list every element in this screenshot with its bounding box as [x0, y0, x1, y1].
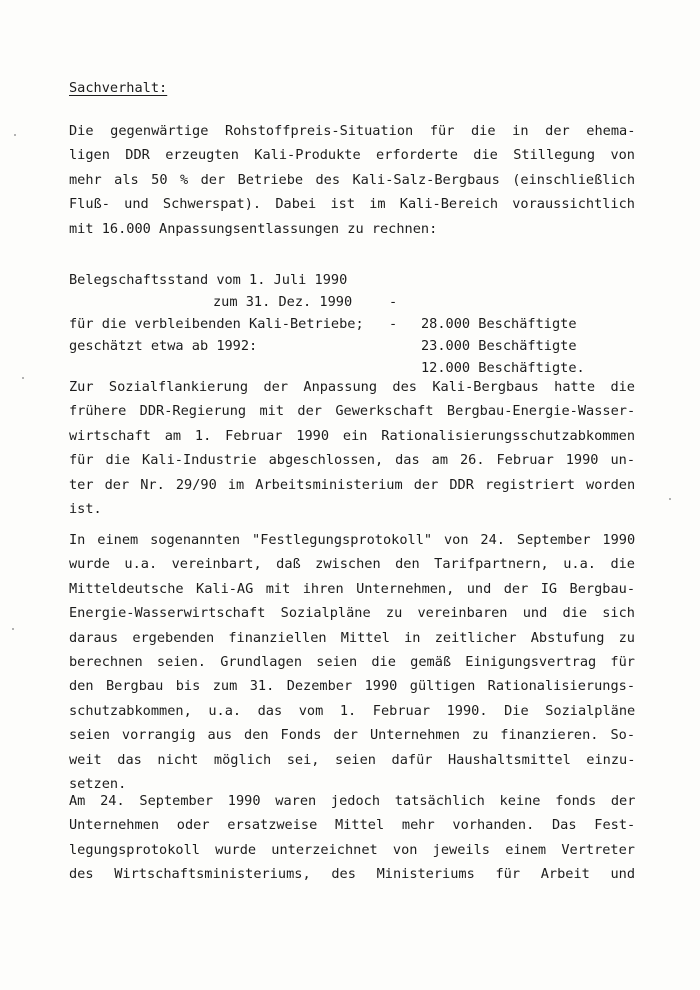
scan-speck: [14, 134, 16, 136]
text-line: frühere DDR-Regierung mit der Gewerkschaft Bergbau-Energie-Wasser-: [69, 403, 636, 420]
text-line: Die gegenwärtige Rohstoffpreis-Situation für die in der ehema-: [69, 123, 636, 139]
text-line: wurde u.a. vereinbart, daß zwischen den Tarifpartnern, u.a. die: [69, 556, 635, 573]
text-line: ist.: [69, 501, 102, 518]
scan-speck: [22, 377, 24, 379]
row-dash: -: [389, 294, 398, 310]
text-line: mehr als 50 % der Betriebe des Kali-Salz-Bergbaus (einschließlich: [69, 171, 635, 188]
text-line: setzen.: [69, 776, 127, 793]
row-label: Belegschaftsstand vom 1. Juli 1990: [69, 272, 348, 288]
paragraph-protocol: [69, 528, 635, 796]
paragraph-social-flanking: [69, 375, 635, 521]
text-line: wirtschaft am 1. Februar 1990 ein Rationalisierungsschutzabkommen: [69, 427, 635, 444]
text-line: des Wirtschaftsministeriums, des Ministeriums für Arbeit und: [69, 866, 636, 883]
row-value: 28.000 Beschäftigte: [421, 316, 577, 332]
text-line: den Bergbau bis zum 31. Dezember 1990 gültigen Rationalisierungs-: [69, 678, 635, 695]
text-line: Mitteldeutsche Kali-AG mit ihren Unternehmen, und der IG Bergbau-: [69, 580, 635, 597]
text-line: ligen DDR erzeugten Kali-Produkte erforderte die Stillegung von: [69, 147, 635, 164]
scan-speck: [669, 498, 671, 500]
text-line: Fluß- und Schwerspat). Dabei ist im Kali-Bereich voraussichtlich: [69, 196, 635, 213]
text-line: ter der Nr. 29/90 im Arbeitsministerium der DDR registriert worden: [69, 476, 636, 493]
section-heading: Sachverhalt:: [69, 80, 168, 96]
workforce-table: [69, 247, 635, 376]
text-line: seien vorrangig aus den Fonds der Unternehmen zu finanzieren. So-: [69, 727, 635, 744]
row-dash: -: [389, 316, 398, 332]
text-line: Zur Sozialflankierung der Anpassung des Kali-Bergbaus hatte die: [69, 379, 635, 395]
text-line: Am 24. September 1990 waren jedoch tatsächlich keine fonds der: [69, 793, 636, 809]
row-label: geschätzt etwa ab 1992:: [69, 338, 258, 354]
text-line: In einem sogenannten "Festlegungsprotokoll" von 24. September 1990: [69, 532, 636, 548]
text-line: daraus ergebenden finanziellen Mittel in zeitlicher Abstufung zu: [69, 629, 635, 646]
text-line: Energie-Wasserwirtschaft Sozialpläne zu vereinbaren und die sich: [69, 605, 635, 622]
text-line: legungsprotokoll wurde unterzeichnet von jeweils einem Vertreter: [69, 841, 635, 858]
text-line: berechnen seien. Grundlagen seien die gemäß Einigungsvertrag für: [69, 654, 635, 671]
paragraph-situation: [69, 119, 635, 241]
paragraph-funds: [69, 789, 635, 887]
row-label: zum 31. Dez. 1990: [213, 294, 353, 310]
text-line: Unternehmen oder ersatzweise Mittel mehr vorhanden. Das Fest-: [69, 817, 636, 834]
text-line: mit 16.000 Anpassungsentlassungen zu rechnen:: [69, 220, 438, 237]
text-line: schutzabkommen, u.a. das vom 1. Februar 1990. Die Sozialpläne: [69, 702, 636, 719]
row-value: 12.000 Beschäftigte.: [421, 360, 585, 376]
row-label: für die verbleibenden Kali-Betriebe;: [69, 316, 364, 332]
row-value: 23.000 Beschäftigte: [421, 338, 577, 354]
scan-speck: [12, 628, 14, 630]
text-line: weit das nicht möglich sei, seien dafür Haushaltsmittel einzu-: [69, 751, 636, 768]
text-line: für die Kali-Industrie abgeschlossen, das am 26. Februar 1990 un-: [69, 452, 635, 469]
